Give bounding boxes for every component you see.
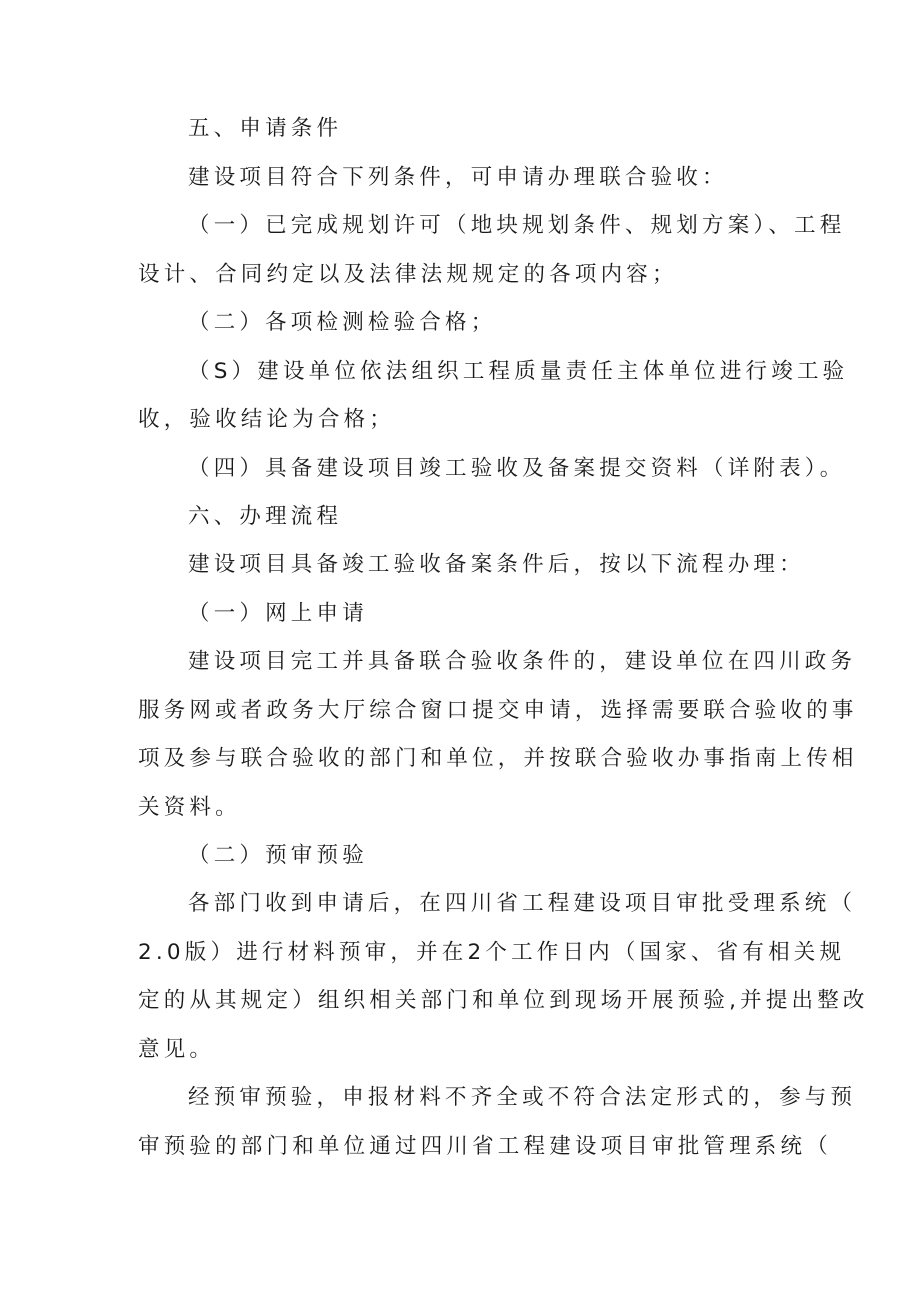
paragraph-line: （一）已完成规划许可（地块规划条件、规划方案）、工程 bbox=[188, 213, 846, 238]
paragraph-line: 设计、合同约定以及法律法规规定的各项内容； bbox=[138, 262, 678, 287]
paragraph-line: 2.0版）进行材料预审，并在2个工作日内（国家、省有相关规 bbox=[138, 940, 846, 965]
paragraph-line: （S）建设单位依法组织工程质量责任主体单位进行竣工验 bbox=[188, 359, 849, 384]
subheading-online-application: （一）网上申请 bbox=[188, 601, 368, 626]
paragraph-line: （四）具备建设项目竣工验收及备案提交资料（详附表）。 bbox=[188, 456, 846, 481]
paragraph-line: 建设项目符合下列条件，可申请办理联合验收： bbox=[188, 165, 728, 190]
paragraph-line: 各部门收到申请后，在四川省工程建设项目审批受理系统（ bbox=[188, 891, 857, 916]
paragraph-line: 服务网或者政务大厅综合窗口提交申请，选择需要联合验收的事 bbox=[138, 698, 858, 723]
section-heading-process: 六、办理流程 bbox=[188, 504, 343, 529]
paragraph-line: 关资料。 bbox=[138, 795, 241, 820]
paragraph-line: （二）各项检测检验合格； bbox=[188, 310, 497, 335]
paragraph-line: 定的从其规定）组织相关部门和单位到现场开展预验,并提出整改 bbox=[138, 988, 869, 1013]
section-heading-application-conditions: 五、申请条件 bbox=[188, 116, 343, 141]
paragraph-line: 意见。 bbox=[138, 1037, 216, 1062]
paragraph-line: 建设项目具备竣工验收备案条件后，按以下流程办理： bbox=[188, 552, 805, 577]
paragraph-line: 收，验收结论为合格； bbox=[138, 407, 396, 432]
subheading-pre-review: （二）预审预验 bbox=[188, 843, 368, 868]
paragraph-line: 审预验的部门和单位通过四川省工程建设项目审批管理系统（ bbox=[138, 1134, 832, 1159]
paragraph-line: 建设项目完工并具备联合验收条件的，建设单位在四川政务 bbox=[188, 649, 857, 674]
paragraph-line: 经预审预验，申报材料不齐全或不符合法定形式的，参与预 bbox=[188, 1085, 857, 1110]
paragraph-line: 项及参与联合验收的部门和单位，并按联合验收办事指南上传相 bbox=[138, 746, 858, 771]
